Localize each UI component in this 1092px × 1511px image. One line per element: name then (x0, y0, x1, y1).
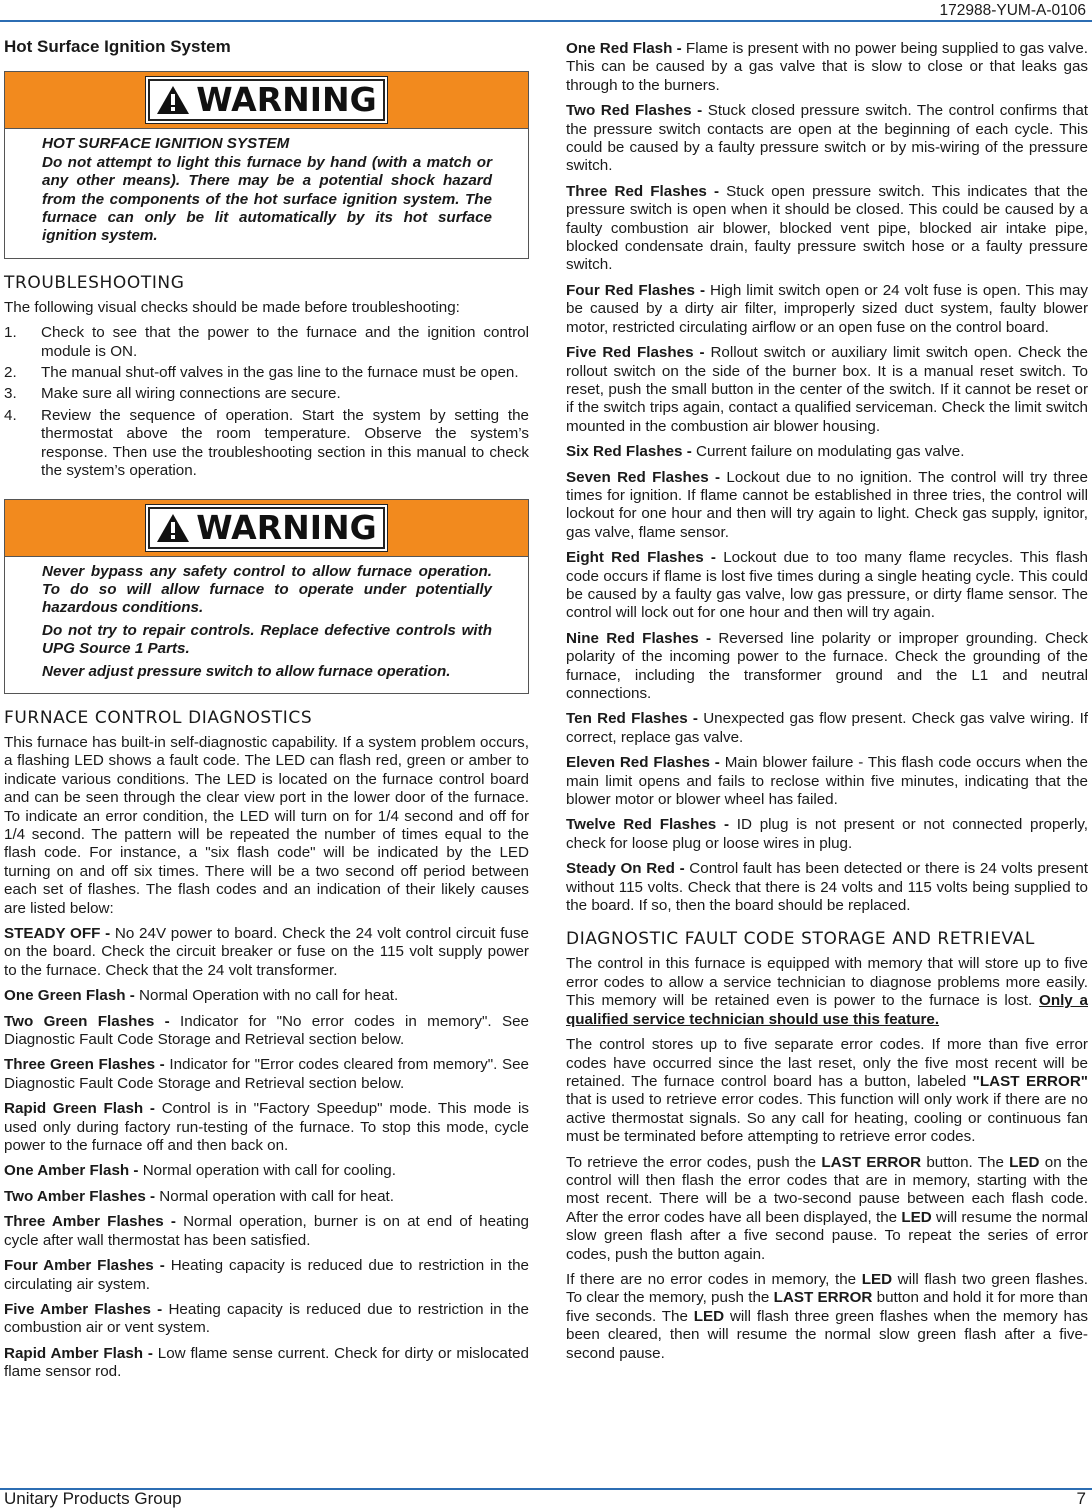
warning-triangle-icon (156, 513, 190, 543)
code-term: Two Red Flashes - (566, 102, 708, 120)
warning-box-controls (4, 499, 529, 694)
warning-header (5, 500, 528, 557)
code-term: Five Amber Flashes - (4, 1300, 169, 1318)
code-desc: Normal operation with call for heat. (159, 1187, 394, 1205)
warning-box-ignition (4, 71, 529, 258)
flash-code-entry (4, 1257, 529, 1294)
list-item (4, 364, 529, 382)
warning-line: Do not try to repair controls. Replace defective controls with UPG Source 1 Parts. (42, 621, 492, 658)
warning-line: Do not attempt to light this furnace by hand (with a match or any other means). There may be a potential shock hazard from the components of the hot surface ignition system. The furnace can only be lit automatically by its hot surface ignition system. (42, 153, 492, 245)
flash-code-entry (4, 1100, 529, 1155)
storage-text: To retrieve the error codes, push the (566, 1153, 822, 1171)
storage-text: on the control will then flash the error codes that are in memory, starting with the most recent. There will be a two-second pause between each flash code. After the error codes have all been displayed, the (566, 1153, 1088, 1226)
flash-code-entry (4, 987, 529, 1005)
qualified-tech-note: Only a qualified service technician should use this feature. (566, 992, 1088, 1028)
item-text: Check to see that the power to the furnace and the ignition control module is ON. (41, 324, 529, 360)
code-term: One Amber Flash - (4, 1162, 143, 1180)
warning-label: WARNING (196, 507, 377, 547)
storage-text: button. The (921, 1153, 1010, 1171)
code-desc: Control fault has been detected or there is 24 volts present without 115 volts. Check that there is 24 volts and 115 volts being supplied to the board. If so, then the board should be replaced. (566, 860, 1088, 915)
storage-text: If there are no error codes in memory, the (566, 1270, 862, 1288)
code-desc: Indicator for "No error codes in memory". See Diagnostic Fault Code Storage and Retrieval section below. (4, 1012, 529, 1049)
code-term: Two Amber Flashes - (4, 1187, 160, 1205)
storage-text: will flash two green flashes. To clear the memory, push the (566, 1270, 1089, 1307)
code-desc: Heating capacity is reduced due to restriction in the combustion air or vent system. (4, 1300, 529, 1337)
code-desc: Stuck open pressure switch. This indicates that the pressure switch is open when it should be closed. This could be caused by a faulty combustion air blower, blocked vent pipe, blocked air intake pipe, blocked condensate drain, faulty pressure switch hose or a faulty pressure switch. (566, 182, 1088, 274)
flash-code-entry (4, 1013, 529, 1050)
storage-text: will flash three green flashes when the memory has been cleared, then will resume the normal slow green flash after a five-second pause. (566, 1307, 1088, 1362)
footer-company: Unitary Products Group (4, 1489, 182, 1508)
storage-text: will resume the normal slow green flash after a five second pause. To repeat the series of error codes, push the button again. (566, 1208, 1089, 1263)
flash-code-entry (566, 816, 1088, 853)
warning-text (5, 557, 528, 693)
flash-code-entry (4, 1213, 529, 1250)
code-desc: Unexpected gas flow present. Check gas valve wiring. If correct, replace gas valve. (566, 710, 1089, 746)
flash-code-entry (4, 1188, 529, 1206)
last-error-label: LAST ERROR (773, 1289, 873, 1307)
code-desc: Stuck closed pressure switch. The control confirms that the pressure switch contacts are open at the beginning of each cycle. This could be caused by a faulty pressure switch or by mis-wiring of the pressure switch. (566, 102, 1088, 175)
right-column (566, 40, 1088, 1370)
storage-text: The control in this furnace is equipped with memory that will store up to five error codes to allow a service technician to diagnose problems more easily. This memory will be retained even is power to the furnace is lost. (566, 955, 1088, 1010)
flash-code-entry (566, 443, 1088, 461)
code-term: Steady On Red - (566, 860, 690, 878)
storage-heading: DIAGNOSTIC FAULT CODE STORAGE AND RETRIEVAL (566, 929, 1035, 950)
code-desc: Lockout due to no ignition. The control will try three times for ignition. If flame cannot be established in three tries, the control will lockout for one hour and then will try again to light. Check gas supply, ignitor, gas valve, flame sensor. (566, 468, 1088, 541)
led-label: LED (693, 1307, 725, 1325)
code-term: Eleven Red Flashes - (566, 754, 725, 772)
flash-code-entry (566, 860, 1088, 915)
code-term: Nine Red Flashes - (566, 629, 719, 647)
warning-sign (148, 507, 384, 549)
storage-text: button and hold it for more than five seconds. The (566, 1289, 1089, 1325)
flash-code-entry (4, 1301, 529, 1338)
code-desc: Control is in "Factory Speedup" mode. This mode is used only during factory run-testing of the furnace. To stop this mode, cycle power to the furnace off and then back on. (4, 1100, 529, 1155)
flash-code-entry (4, 1056, 529, 1093)
troubleshooting-heading: TROUBLESHOOTING (4, 272, 185, 293)
list-item (4, 385, 529, 403)
flash-code-entry (4, 925, 529, 980)
check-list (4, 324, 529, 480)
code-term: Ten Red Flashes - (566, 710, 704, 728)
code-desc: Current failure on modulating gas valve. (695, 443, 965, 461)
warning-sign (148, 79, 384, 121)
code-term: Four Amber Flashes - (4, 1257, 171, 1275)
code-term: Five Red Flashes - (566, 344, 711, 362)
code-desc: Reversed line polarity or improper grounding. Check polarity of the incoming power to the furnace. Check the grounding of the furnace, including the transformer ground and the L1 and neutral connections. (566, 629, 1088, 702)
left-column (4, 36, 529, 1389)
troubleshooting-intro: The following visual checks should be made before troubleshooting: (4, 298, 460, 316)
list-item (4, 407, 529, 481)
code-desc: Main blower failure - This flash code occurs when the main limit opens and fails to reclose within five minutes, indicating that the blower motor or blower wheel has failed. (566, 754, 1089, 809)
code-term: Two Green Flashes - (4, 1012, 181, 1030)
led-label: LED (861, 1270, 893, 1288)
last-error-label: "LAST ERROR" (972, 1072, 1089, 1090)
code-desc: Rollout switch or auxiliary limit switch open. Check the rollout switch on the side of the burner box. It is a manual reset switch. To reset, push the small button in the center of the switch. If it cannot be reset or if the switch trips again, contact a qualified serviceman. Check the limit switch mounted in the combustion air blower housing. (566, 344, 1088, 435)
page-title: Hot Surface Ignition System (4, 37, 231, 56)
item-text: Review the sequence of operation. Start the system by setting the thermostat above the room temperature. Observe the system’s response. Then use the troubleshooting section in this manual to check the system’s operation. (41, 406, 529, 480)
item-text: Make sure all wiring connections are secure. (41, 385, 341, 403)
flash-code-entry (566, 102, 1088, 176)
code-desc: Normal operation with call for cooling. (142, 1162, 396, 1180)
code-desc: Flame is present with no power being supplied to gas valve. This can be caused by a gas valve that is slow to close or that leaks gas through to the burners. (566, 40, 1088, 94)
code-term: Three Amber Flashes - (4, 1213, 184, 1231)
last-error-label: LAST ERROR (821, 1153, 922, 1171)
flash-code-entry (566, 549, 1088, 623)
code-desc: ID plug is not present or not connected properly, check for loose plug or loose wires in plug. (566, 816, 1089, 852)
warning-line: Never bypass any safety control to allow furnace operation. To do so will allow furnace to operate under potentially hazardous conditions. (42, 562, 492, 617)
diagnostics-intro: This furnace has built-in self-diagnostic capability. If a system problem occurs, a flashing LED shows a fault code. The LED can flash red, green or amber to indicate various conditions. The LED is located on the furnace control board and can be seen through the clear view port in the lower door of the furnace. To indicate an error condition, the LED will turn on for 1/4 second and off for 1/4 second. The pattern will be repeated the number of times equal to the flash code. For instance, a "six flash code" will be indicated by the LED turning on and off six times. There will be a two second off period between each set of flashes. The flash codes and an indication of their likely causes are listed below: (4, 733, 529, 917)
warning-label: WARNING (196, 80, 377, 120)
warning-triangle-icon (156, 85, 190, 115)
flash-code-entry (4, 1162, 529, 1180)
storage-paragraph (566, 1154, 1088, 1264)
flash-code-entry (566, 282, 1088, 337)
code-term: Seven Red Flashes - (566, 468, 727, 486)
code-desc: Heating capacity is reduced due to restriction in the circulating air system. (4, 1257, 529, 1293)
code-desc: Normal operation, burner is on at end of heating cycle after wall thermostat has been satisfied. (4, 1213, 529, 1249)
code-desc: Low flame sense current. Check for dirty or mislocated flame sensor rod. (4, 1344, 529, 1381)
flash-code-entry (566, 630, 1088, 704)
code-term: Three Red Flashes - (566, 182, 727, 200)
item-text: The manual shut-off valves in the gas line to the furnace must be open. (41, 364, 519, 382)
header-rule (0, 20, 1092, 22)
diagnostics-heading: FURNACE CONTROL DIAGNOSTICS (4, 707, 313, 728)
item-number: 1. (4, 324, 17, 342)
flash-code-entry (566, 710, 1088, 747)
led-label: LED (901, 1208, 932, 1226)
storage-paragraph (566, 1036, 1088, 1146)
page-number: 7 (1076, 1489, 1086, 1508)
warning-line: HOT SURFACE IGNITION SYSTEM (42, 135, 290, 153)
code-desc: Indicator for "Error codes cleared from memory". See Diagnostic Fault Code Storage and Retrieval section below. (4, 1056, 530, 1092)
flash-code-entry (4, 1345, 529, 1382)
code-desc: High limit switch open or 24 volt fuse is open. This may be caused by a dirty air filter, improperly sized duct system, faulty blower motor, restricted circulating airflow or an open fuse on the control board. (566, 281, 1088, 336)
warning-line: Never adjust pressure switch to allow furnace operation. (42, 662, 451, 680)
storage-text: The control stores up to five separate error codes. If more than five error codes have occurred since the last reset, only the five most recent will be retained. The furnace control board has a button, labeled (566, 1036, 1088, 1090)
code-term: Twelve Red Flashes - (566, 816, 737, 834)
code-term: Rapid Green Flash - (4, 1100, 162, 1118)
code-term: Four Red Flashes - (566, 281, 711, 299)
item-number: 2. (4, 364, 17, 382)
code-term: Six Red Flashes - (566, 443, 696, 461)
led-label: LED (1009, 1153, 1040, 1171)
code-desc: Normal Operation with no call for heat. (139, 987, 399, 1005)
flash-code-entry (566, 183, 1088, 275)
storage-paragraph (566, 1271, 1088, 1363)
flash-code-entry (566, 344, 1088, 436)
storage-text: that is used to retrieve error codes. This function will only work if there are no active thermostat signals. So any call for heating, cooling or continuous fan must be terminated before attempting to retrieve error codes. (566, 1091, 1088, 1146)
storage-paragraph (566, 955, 1088, 1029)
code-term: STEADY OFF - (4, 925, 115, 942)
code-term: Rapid Amber Flash - (4, 1344, 158, 1362)
code-term: Three Green Flashes - (4, 1056, 170, 1074)
code-term: One Red Flash - (566, 40, 686, 57)
warning-text (5, 129, 528, 257)
document-code: 172988-YUM-A-0106 (939, 2, 1086, 19)
warning-header (5, 72, 528, 129)
code-desc: Lockout due to too many flame recycles. This flash code occurs if flame is lost five times during a single heating cycle. This could be caused by a faulty gas valve, low gas pressure, or dirty flame sensor. The control will lock out for one hour and then will try again. (566, 549, 1089, 622)
code-desc: No 24V power to board. Check the 24 volt control circuit fuse on the board. Check the circuit breaker or fuse on the 115 volt supply power to the furnace. Check that the 24 volt transformer. (4, 925, 529, 979)
flash-code-entry (566, 469, 1088, 543)
list-item (4, 324, 529, 361)
item-number: 3. (4, 385, 17, 403)
item-number: 4. (4, 406, 17, 424)
flash-code-entry (566, 40, 1088, 95)
code-term: One Green Flash - (4, 987, 140, 1005)
code-term: Eight Red Flashes - (566, 549, 724, 567)
flash-code-entry (566, 754, 1088, 809)
